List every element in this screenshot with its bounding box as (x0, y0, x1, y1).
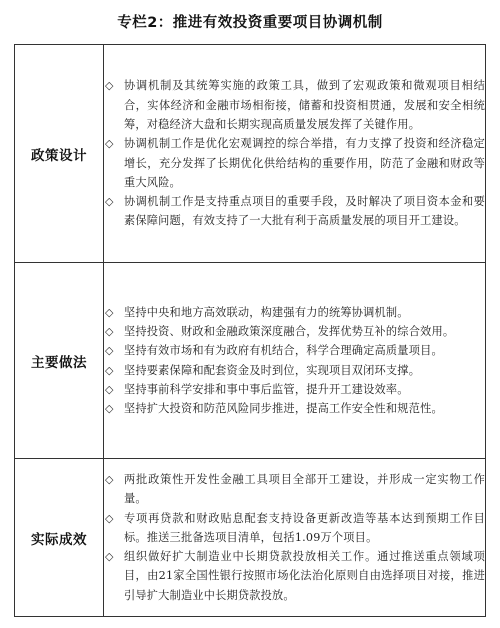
item-text: 协调机制工作是支持重点项目的重要手段，及时解决了项目资本金和要素保障问题，有效支持了一大批有利于高质量发展的项目开工建设。 (124, 195, 485, 228)
diamond-bullet-icon: ◇ (105, 472, 114, 486)
list-item (104, 322, 485, 341)
list-item (104, 192, 485, 231)
diamond-bullet-icon: ◇ (105, 305, 114, 319)
diamond-bullet-icon: ◇ (105, 402, 114, 416)
list-item (104, 76, 485, 134)
section-heading: 实际成效 (15, 459, 104, 617)
diamond-bullet-icon: ◇ (105, 324, 114, 338)
list-item (104, 361, 485, 380)
list-item (104, 470, 485, 509)
item-text: 两批政策性开发性金融工具项目全部开工建设，并形成一定实物工作量。 (124, 472, 485, 506)
list-item (104, 303, 485, 322)
list-item (104, 547, 485, 605)
diamond-bullet-icon: ◇ (105, 511, 114, 525)
diamond-bullet-icon: ◇ (105, 382, 114, 396)
section-heading: 主要做法 (15, 263, 104, 459)
list-item (104, 380, 485, 399)
column-title: 专栏2：推进有效投资重要项目协调机制 (117, 15, 383, 31)
diamond-bullet-icon: ◇ (105, 79, 114, 93)
item-text: 坚持中央和地方高效联动，构建强有力的统筹协调机制。 (124, 305, 409, 319)
diamond-bullet-icon: ◇ (105, 363, 114, 377)
section-row-main-practices (15, 263, 486, 459)
item-text: 坚持要素保障和配套资金及时到位，实现项目双闭环支撑。 (124, 363, 421, 377)
item-text: 协调机制及其统筹实施的政策工具，做到了宏观政策和微观项目相结合，实体经济和金融市场相衔接，储蓄和投资相贯通，发展和安全相统筹，对稳经济大盘和长期实现高质量发展发挥了关键作用。 (124, 79, 485, 131)
list-item (104, 134, 485, 192)
diamond-bullet-icon: ◇ (105, 195, 114, 209)
item-text: 坚持事前科学安排和事中事后监管，提升开工建设效率。 (124, 382, 409, 396)
section-heading: 政策设计 (15, 45, 104, 263)
item-text: 协调机制工作是优化宏观调控的综合举措，有力支撑了投资和经济稳定增长，充分发挥了长期优化供给结构的重要作用，防范了金融和财政等重大风险。 (124, 137, 485, 189)
list-item (104, 509, 485, 548)
diamond-bullet-icon: ◇ (105, 344, 114, 358)
section-row-policy-design (15, 45, 486, 263)
item-text: 坚持投资、财政和金融政策深度融合，发挥优势互补的综合效用。 (124, 324, 455, 338)
item-text: 坚持扩大投资和防范风险同步推进，提高工作安全性和规范性。 (124, 402, 443, 416)
diamond-bullet-icon: ◇ (105, 137, 114, 151)
item-text: 组织做好扩大制造业中长期贷款投放相关工作。通过推送重点领域项目，由21家全国性银行按照市场化法治化原则自由选择项目对接，推进引导扩大制造业中长期贷款投放。 (124, 550, 485, 602)
list-item (104, 399, 485, 418)
item-text: 专项再贷款和财政贴息配套支持设备更新改造等基本达到预期工作目标。推送三批备选项目清单，包括1.09万个项目。 (124, 511, 485, 544)
diamond-bullet-icon: ◇ (105, 550, 114, 564)
column-table (14, 44, 486, 617)
section-content (104, 45, 486, 263)
item-text: 坚持有效市场和有为政府有机结合，科学合理确定高质量项目。 (124, 344, 443, 358)
list-item (104, 341, 485, 360)
section-row-actual-results (15, 459, 486, 617)
section-content (104, 459, 486, 617)
section-content (104, 263, 486, 459)
